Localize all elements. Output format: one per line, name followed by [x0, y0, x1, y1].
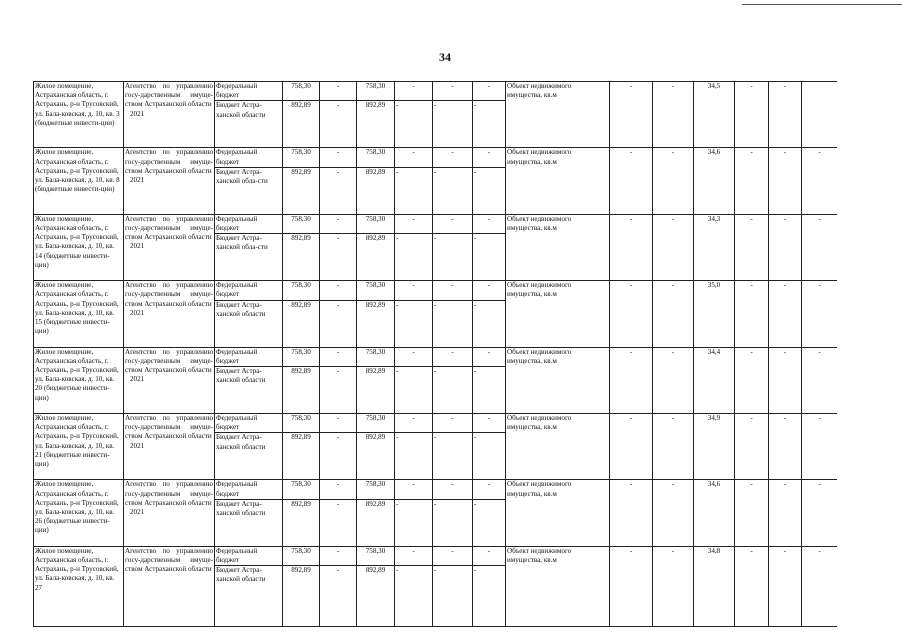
table-row-federal — [34, 480, 838, 499]
responsible-agency — [124, 148, 215, 214]
indicator-dash: - — [610, 480, 653, 546]
indicator-dash: - — [610, 414, 653, 480]
indicator-dash: - — [769, 82, 802, 148]
cell-dash: - — [433, 367, 473, 414]
sum-federal: 758,30 — [357, 82, 395, 101]
indicator-value: 34,6 — [694, 480, 735, 546]
indicator-dash: - — [769, 414, 802, 480]
indicator-dash: - — [769, 281, 802, 347]
cell-dash: - — [433, 234, 473, 281]
cell-dash: - — [433, 480, 473, 499]
total-regional: 892,89 — [283, 499, 320, 546]
total-federal: 758,30 — [283, 82, 320, 101]
cell-dash: - — [320, 82, 357, 101]
indicator-dash: - — [769, 546, 802, 626]
implementation-year: 2021 — [130, 109, 145, 118]
indicator-dash: - — [610, 281, 653, 347]
agency-name: Агентство по управлению госу-дарственным имуще-ством Астраханской области — [125, 480, 213, 507]
responsible-agency — [124, 414, 215, 480]
indicator-value: 34,9 — [694, 414, 735, 480]
sum-regional: 892,89 — [357, 499, 395, 546]
indicator-dash: - — [610, 148, 653, 214]
cell-dash: - — [473, 167, 506, 214]
indicator-value: 34,5 — [694, 82, 735, 148]
result-indicator: Объект недвижимого имущества, кв.м — [506, 281, 610, 347]
object-name: Жилое помещение, Астраханская область, г. Астрахань, р-н Трусовский, ул. Бала-ковская, д. 10, кв. 8 (бюджетные инвести-ции) — [34, 148, 124, 214]
sum-regional: 892,89 — [357, 167, 395, 214]
cell-dash: - — [395, 148, 433, 167]
cell-dash: - — [395, 414, 433, 433]
page-number: 34 — [439, 50, 451, 64]
funding-source-regional: Бюджет Астра-ханской области — [215, 499, 283, 546]
cell-dash: - — [433, 566, 473, 627]
indicator-dash: - — [802, 281, 838, 347]
cell-dash: - — [473, 300, 506, 347]
indicator-dash: - — [610, 82, 653, 148]
indicator-dash: - — [802, 546, 838, 626]
cell-dash: - — [395, 300, 433, 347]
cell-dash: - — [320, 281, 357, 300]
total-federal: 758,30 — [283, 480, 320, 499]
sum-regional: 892,89 — [357, 300, 395, 347]
funding-source-regional: Бюджет Астра-ханской области — [215, 300, 283, 347]
cell-dash: - — [473, 234, 506, 281]
cell-dash: - — [395, 367, 433, 414]
cell-dash: - — [473, 82, 506, 101]
implementation-year: 2021 — [130, 176, 145, 185]
sum-regional: 892,89 — [357, 234, 395, 281]
object-name: Жилое помещение, Астраханская область, г. Астрахань, р-н Трусовский, ул. Бала-ковская, д. 10, кв. 15 (бюджетные инвести-ции) — [34, 281, 124, 347]
indicator-dash: - — [653, 281, 694, 347]
indicator-dash: - — [653, 214, 694, 280]
table-row-federal — [34, 347, 838, 366]
agency-name: Агентство по управлению госу-дарственным имуще-ством Астраханской области — [125, 414, 213, 441]
funding-source-federal: Федеральный бюджет — [215, 148, 283, 167]
cell-dash: - — [395, 546, 433, 565]
agency-name: Агентство по управлению госу-дарственным имуще-ством Астраханской области — [125, 148, 213, 175]
cell-dash: - — [433, 546, 473, 565]
cell-dash: - — [433, 433, 473, 480]
indicator-value: 34,3 — [694, 214, 735, 280]
sum-regional: 892,89 — [357, 367, 395, 414]
cell-dash: - — [473, 214, 506, 233]
total-regional: 892,89 — [283, 234, 320, 281]
indicator-dash: - — [653, 82, 694, 148]
total-regional: 892,89 — [283, 566, 320, 627]
cell-dash: - — [395, 234, 433, 281]
table-row-federal — [34, 214, 838, 233]
cell-dash: - — [320, 367, 357, 414]
table-row-federal — [34, 82, 838, 101]
cell-dash: - — [473, 433, 506, 480]
result-indicator: Объект недвижимого имущества, кв.м — [506, 214, 610, 280]
object-name: Жилое помещение, Астраханская область, г. Астрахань, р-н Трусовский, ул. Бала-ковская, д. 10, кв. 21 (бюджетные инвести-ции) — [34, 414, 124, 480]
cell-dash: - — [320, 101, 357, 148]
sum-federal: 758,30 — [357, 347, 395, 366]
funding-source-federal: Федеральный бюджет — [215, 480, 283, 499]
object-name: Жилое помещение, Астраханская область, г. Астрахань, р-н Трусовский, ул. Бала-ковская, д. 10, кв. 20 (бюджетные инвести-ции) — [34, 347, 124, 413]
indicator-dash: - — [735, 148, 769, 214]
table-row-federal — [34, 281, 838, 300]
cell-dash: - — [473, 499, 506, 546]
total-federal: 758,30 — [283, 214, 320, 233]
total-federal: 758,30 — [283, 414, 320, 433]
sum-federal: 758,30 — [357, 546, 395, 565]
cell-dash: - — [473, 546, 506, 565]
funding-source-federal: Федеральный бюджет — [215, 546, 283, 565]
object-name: Жилое помещение, Астраханская область, г. Астрахань, р-н Трусовский, ул. Бала-ковская, д. 10, кв. 14 (бюджетные инвести-ции) — [34, 214, 124, 280]
indicator-dash: - — [769, 480, 802, 546]
cell-dash: - — [395, 167, 433, 214]
indicator-dash: - — [735, 480, 769, 546]
indicator-dash: - — [802, 414, 838, 480]
cell-dash: - — [433, 347, 473, 366]
result-indicator: Объект недвижимого имущества, кв.м — [506, 480, 610, 546]
indicator-dash: - — [735, 82, 769, 148]
cell-dash: - — [433, 300, 473, 347]
funding-source-regional: Бюджет Астра-ханской области — [215, 433, 283, 480]
funding-source-regional: Бюджет Астра-ханской области — [215, 367, 283, 414]
indicator-dash: - — [735, 414, 769, 480]
cell-dash: - — [320, 414, 357, 433]
cell-dash: - — [320, 499, 357, 546]
implementation-year: 2021 — [130, 441, 145, 450]
cell-dash: - — [395, 82, 433, 101]
total-regional: 892,89 — [283, 101, 320, 148]
total-regional: 892,89 — [283, 433, 320, 480]
sum-federal: 758,30 — [357, 148, 395, 167]
cell-dash: - — [433, 281, 473, 300]
indicator-value: 34,8 — [694, 546, 735, 626]
budget-table — [33, 81, 837, 627]
top-rule — [742, 4, 902, 5]
responsible-agency — [124, 214, 215, 280]
cell-dash: - — [395, 480, 433, 499]
cell-dash: - — [433, 214, 473, 233]
cell-dash: - — [473, 347, 506, 366]
cell-dash: - — [320, 433, 357, 480]
cell-dash: - — [473, 566, 506, 627]
funding-source-regional: Бюджет Астра-ханской обла-сти — [215, 167, 283, 214]
total-federal: 758,30 — [283, 281, 320, 300]
cell-dash: - — [473, 101, 506, 148]
funding-source-federal: Федеральный бюджет — [215, 281, 283, 300]
cell-dash: - — [395, 347, 433, 366]
sum-federal: 758,30 — [357, 414, 395, 433]
object-name: Жилое помещение, Астраханская область, г. Астрахань, р-н Трусовский, ул. Бала-ковская, д. 10, кв. 26 (бюджетные инвести-ции) — [34, 480, 124, 546]
funding-source-federal: Федеральный бюджет — [215, 347, 283, 366]
result-indicator: Объект недвижимого имущества, кв.м — [506, 82, 610, 148]
cell-dash: - — [395, 499, 433, 546]
agency-name: Агентство по управлению госу-дарственным имуще-ством Астраханской области — [125, 281, 213, 308]
indicator-dash: - — [653, 148, 694, 214]
cell-dash: - — [320, 347, 357, 366]
funding-source-federal: Федеральный бюджет — [215, 82, 283, 101]
cell-dash: - — [433, 101, 473, 148]
total-regional: 892,89 — [283, 300, 320, 347]
funding-source-regional: Бюджет Астра-ханской области — [215, 566, 283, 627]
indicator-dash: - — [653, 480, 694, 546]
total-regional: 892,89 — [283, 167, 320, 214]
indicator-dash: - — [802, 214, 838, 280]
cell-dash: - — [395, 214, 433, 233]
implementation-year: 2021 — [130, 242, 145, 251]
sum-federal: 758,30 — [357, 281, 395, 300]
cell-dash: - — [433, 414, 473, 433]
sum-regional: 892,89 — [357, 566, 395, 627]
total-federal: 758,30 — [283, 148, 320, 167]
total-regional: 892,89 — [283, 367, 320, 414]
responsible-agency — [124, 82, 215, 148]
responsible-agency — [124, 347, 215, 413]
implementation-year: 2021 — [130, 308, 145, 317]
indicator-dash: - — [653, 347, 694, 413]
cell-dash: - — [320, 300, 357, 347]
indicator-dash: - — [802, 148, 838, 214]
indicator-dash — [802, 82, 838, 148]
agency-name: Агентство по управлению госу-дарственным имуще-ством Астраханской области — [125, 214, 213, 242]
sum-regional: 892,89 — [357, 101, 395, 148]
result-indicator: Объект недвижимого имущества, кв.м — [506, 148, 610, 214]
indicator-dash: - — [735, 546, 769, 626]
agency-name: Агентство по управлению госу-дарственным имуще-ством Астраханской области — [125, 82, 213, 109]
cell-dash: - — [320, 167, 357, 214]
indicator-dash: - — [802, 347, 838, 413]
table-row-federal — [34, 414, 838, 433]
responsible-agency — [124, 480, 215, 546]
indicator-dash: - — [802, 480, 838, 546]
table-row-federal — [34, 148, 838, 167]
sum-regional: 892,89 — [357, 433, 395, 480]
cell-dash: - — [473, 367, 506, 414]
funding-source-regional: Бюджет Астра-ханской области — [215, 101, 283, 148]
total-federal: 758,30 — [283, 546, 320, 565]
cell-dash: - — [433, 82, 473, 101]
cell-dash: - — [473, 414, 506, 433]
cell-dash: - — [395, 101, 433, 148]
object-name: Жилое помещение, Астраханская область, г. Астрахань, р-н Трусовский, ул. Бала-ковская, д. 10, кв. 27 — [34, 546, 124, 626]
indicator-dash: - — [653, 546, 694, 626]
cell-dash: - — [320, 214, 357, 233]
result-indicator: Объект недвижимого имущества, кв.м — [506, 414, 610, 480]
cell-dash: - — [320, 480, 357, 499]
responsible-agency — [124, 281, 215, 347]
cell-dash: - — [395, 281, 433, 300]
agency-name: Агентство по управлению госу-дарственным имуще-ством Астраханской области — [125, 546, 213, 574]
cell-dash: - — [320, 234, 357, 281]
funding-source-federal: Федеральный бюджет — [215, 214, 283, 233]
cell-dash: - — [320, 546, 357, 565]
indicator-dash: - — [735, 347, 769, 413]
table-row-federal — [34, 546, 838, 565]
agency-name: Агентство по управлению госу-дарственным имуще-ством Астраханской области — [125, 347, 213, 375]
indicator-dash: - — [769, 214, 802, 280]
implementation-year: 2021 — [130, 508, 145, 517]
funding-source-federal: Федеральный бюджет — [215, 414, 283, 433]
indicator-dash: - — [610, 546, 653, 626]
table-body — [34, 82, 838, 627]
cell-dash: - — [473, 480, 506, 499]
cell-dash: - — [320, 148, 357, 167]
indicator-value: 35,0 — [694, 281, 735, 347]
total-federal: 758,30 — [283, 347, 320, 366]
cell-dash: - — [433, 167, 473, 214]
sum-federal: 758,30 — [357, 480, 395, 499]
cell-dash: - — [473, 281, 506, 300]
sum-federal: 758,30 — [357, 214, 395, 233]
cell-dash: - — [320, 566, 357, 627]
indicator-value: 34,6 — [694, 148, 735, 214]
indicator-dash: - — [735, 214, 769, 280]
cell-dash: - — [473, 148, 506, 167]
cell-dash: - — [395, 566, 433, 627]
implementation-year: 2021 — [130, 375, 145, 384]
object-name: Жилое помещение, Астраханская область, г. Астрахань, р-н Трусовский, ул. Бала-ковская, д. 10, кв. 3 (бюджетные инвести-ции) — [34, 82, 124, 148]
indicator-dash: - — [653, 414, 694, 480]
indicator-dash: - — [735, 281, 769, 347]
funding-source-regional: Бюджет Астра-ханской обла-сти — [215, 234, 283, 281]
budget-table-container — [33, 81, 837, 640]
result-indicator: Объект недвижимого имущества, кв.м — [506, 347, 610, 413]
indicator-value: 34,4 — [694, 347, 735, 413]
cell-dash: - — [433, 148, 473, 167]
indicator-dash: - — [769, 347, 802, 413]
indicator-dash: - — [610, 347, 653, 413]
result-indicator: Объект недвижимого имущества, кв.м — [506, 546, 610, 626]
cell-dash: - — [395, 433, 433, 480]
indicator-dash: - — [610, 214, 653, 280]
responsible-agency — [124, 546, 215, 626]
cell-dash: - — [433, 499, 473, 546]
indicator-dash: - — [769, 148, 802, 214]
